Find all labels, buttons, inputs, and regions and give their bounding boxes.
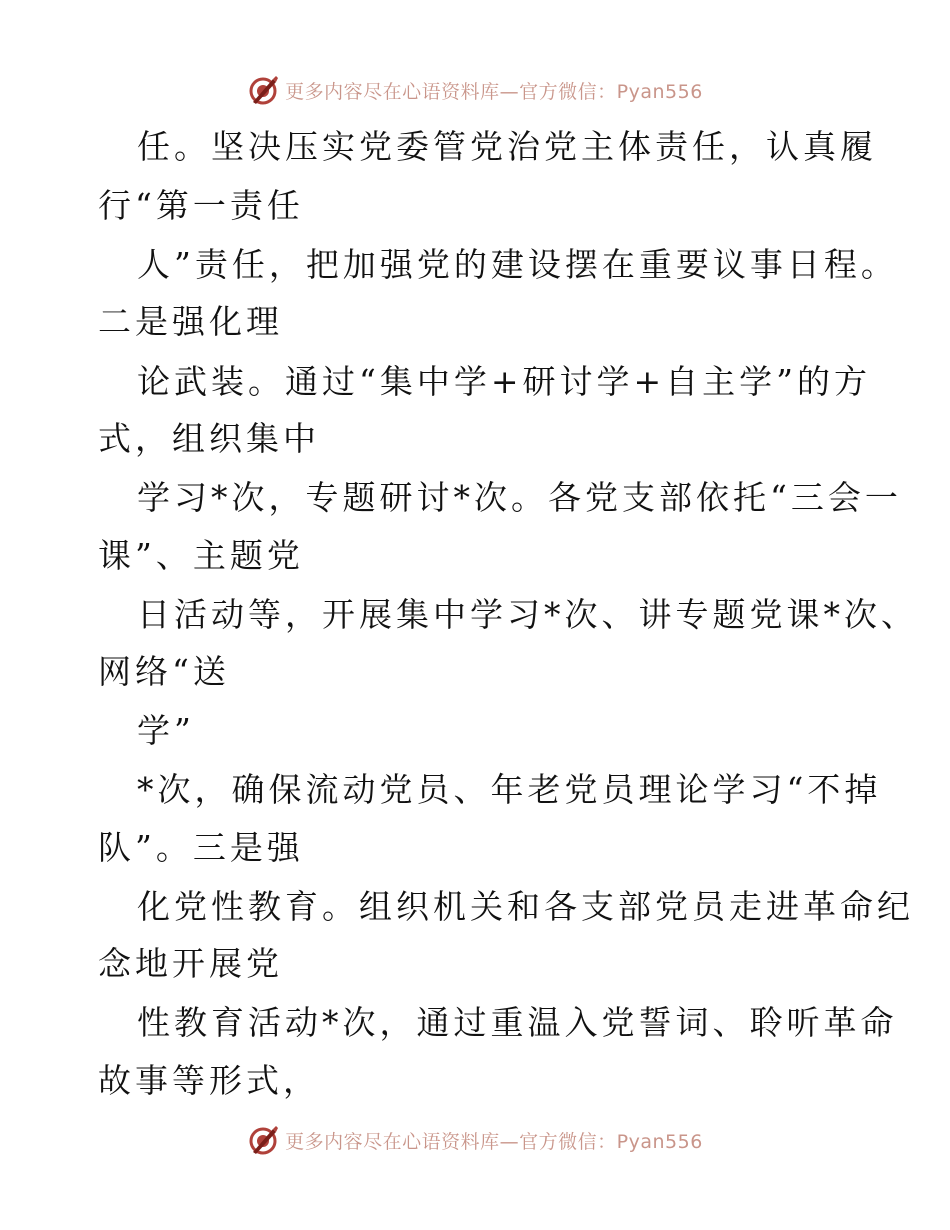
body-line: 念地开展党 — [98, 944, 283, 983]
body-line: 学” — [137, 711, 195, 750]
body-line: 式，组织集中 — [98, 419, 320, 458]
body-line: 网络“送 — [98, 652, 230, 691]
body-line: 人”责任，把加强党的建设摆在重要议事日程。 — [137, 245, 898, 284]
footer-banner — [0, 1120, 950, 1160]
body-line: 学习*次，专题研讨*次。各党支部依托“三会一 — [137, 478, 902, 517]
header-banner-text: 更多内容尽在心语资料库—官方微信：Pyan556 — [285, 80, 703, 103]
body-line: 化党性教育。组织机关和各支部党员走进革命纪 — [137, 887, 914, 926]
body-line: 二是强化理 — [98, 302, 283, 341]
body-line: 故事等形式， — [98, 1061, 320, 1100]
body-line: 课”、主题党 — [98, 536, 304, 575]
pen-logo-icon — [247, 1124, 279, 1156]
body-line: 行“第一责任 — [98, 186, 304, 225]
body-line: 队”。三是强 — [98, 828, 304, 867]
footer-banner-text: 更多内容尽在心语资料库—官方微信：Pyan556 — [285, 1130, 703, 1153]
body-line: 任。坚决压实党委管党治党主体责任，认真履 — [137, 127, 877, 166]
body-line: 性教育活动*次，通过重温入党誓词、聆听革命 — [137, 1003, 898, 1042]
body-line: 日活动等，开展集中学习*次、讲专题党课*次、 — [137, 595, 918, 634]
body-line: 论武装。通过“集中学+研讨学+自主学”的方 — [137, 362, 872, 401]
body-line: *次，确保流动党员、年老党员理论学习“不掉 — [137, 770, 882, 809]
